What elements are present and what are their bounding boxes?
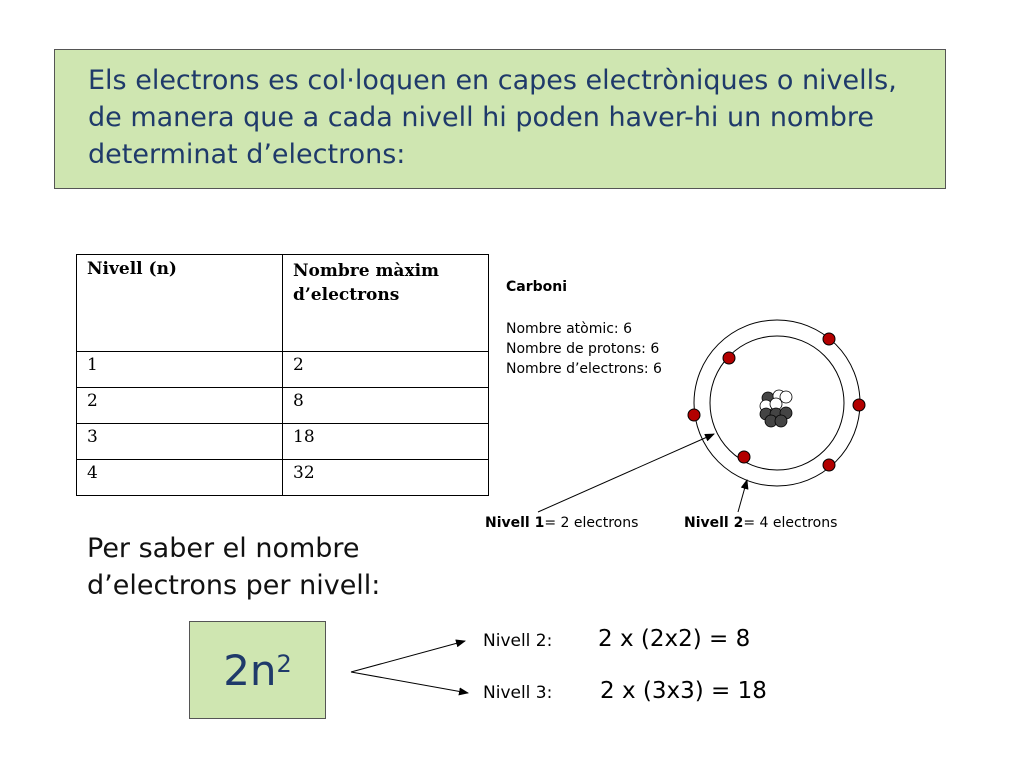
- cell-max: 8: [283, 388, 489, 424]
- cell-max: 2: [283, 352, 489, 388]
- intro-text: Els electrons es col·loquen en capes electròniques o nivells, de manera que a cada nivell hi poden haver-hi un nombre determinat d’electrons:: [88, 65, 897, 170]
- example-expr-level3: 2 x (3x3) = 18: [600, 678, 767, 704]
- electron-outer: [823, 459, 835, 471]
- cell-level: 2: [77, 388, 283, 424]
- table-row: [77, 424, 489, 460]
- formula-arrow-up: [351, 641, 465, 672]
- formula-arrow-down: [351, 672, 468, 693]
- table-row: [77, 352, 489, 388]
- level2-name: Nivell 2: [684, 515, 744, 531]
- header-max-electrons: Nombre màxim d’electrons: [283, 255, 489, 352]
- cell-max: 18: [283, 424, 489, 460]
- table-row: [77, 388, 489, 424]
- formula-intro: Per saber el nombre d’electrons per nivell:: [87, 533, 381, 601]
- atom-title: Carboni: [506, 279, 568, 295]
- level1-value: = 2 electrons: [544, 515, 639, 531]
- electron-inner: [723, 352, 735, 364]
- level2-label: [684, 515, 837, 531]
- electron-outer: [823, 333, 835, 345]
- cell-max: 32: [283, 460, 489, 496]
- electron-inner: [738, 451, 750, 463]
- header-level: Nivell (n): [77, 255, 283, 352]
- level1-arrow: [538, 434, 714, 512]
- atom-info: [506, 319, 662, 379]
- example-label-level2: Nivell 2:: [483, 631, 553, 651]
- table-row: [77, 460, 489, 496]
- intro-box: [54, 49, 946, 189]
- nucleus: [760, 390, 792, 427]
- table-header-row: [77, 255, 489, 352]
- electron-count: Nombre d’electrons: 6: [506, 361, 662, 377]
- formula-exponent: 2: [276, 650, 292, 678]
- cell-level: 4: [77, 460, 283, 496]
- level1-label: [485, 515, 638, 531]
- formula-box: [189, 621, 326, 719]
- level1-name: Nivell 1: [485, 515, 545, 531]
- example-label-level3: Nivell 3:: [483, 683, 553, 703]
- outer-shell: [694, 320, 860, 486]
- electron-outer: [853, 399, 865, 411]
- electron-levels-table: [76, 254, 489, 496]
- proton-count: Nombre de protons: 6: [506, 341, 660, 357]
- cell-level: 3: [77, 424, 283, 460]
- electron-outer: [688, 409, 700, 421]
- formula-base: 2n: [223, 645, 277, 695]
- cell-level: 1: [77, 352, 283, 388]
- level2-value: = 4 electrons: [743, 515, 838, 531]
- atomic-number: Nombre atòmic: 6: [506, 321, 633, 337]
- example-expr-level2: 2 x (2x2) = 8: [598, 626, 751, 652]
- level2-arrow: [738, 480, 747, 512]
- inner-shell: [710, 336, 844, 470]
